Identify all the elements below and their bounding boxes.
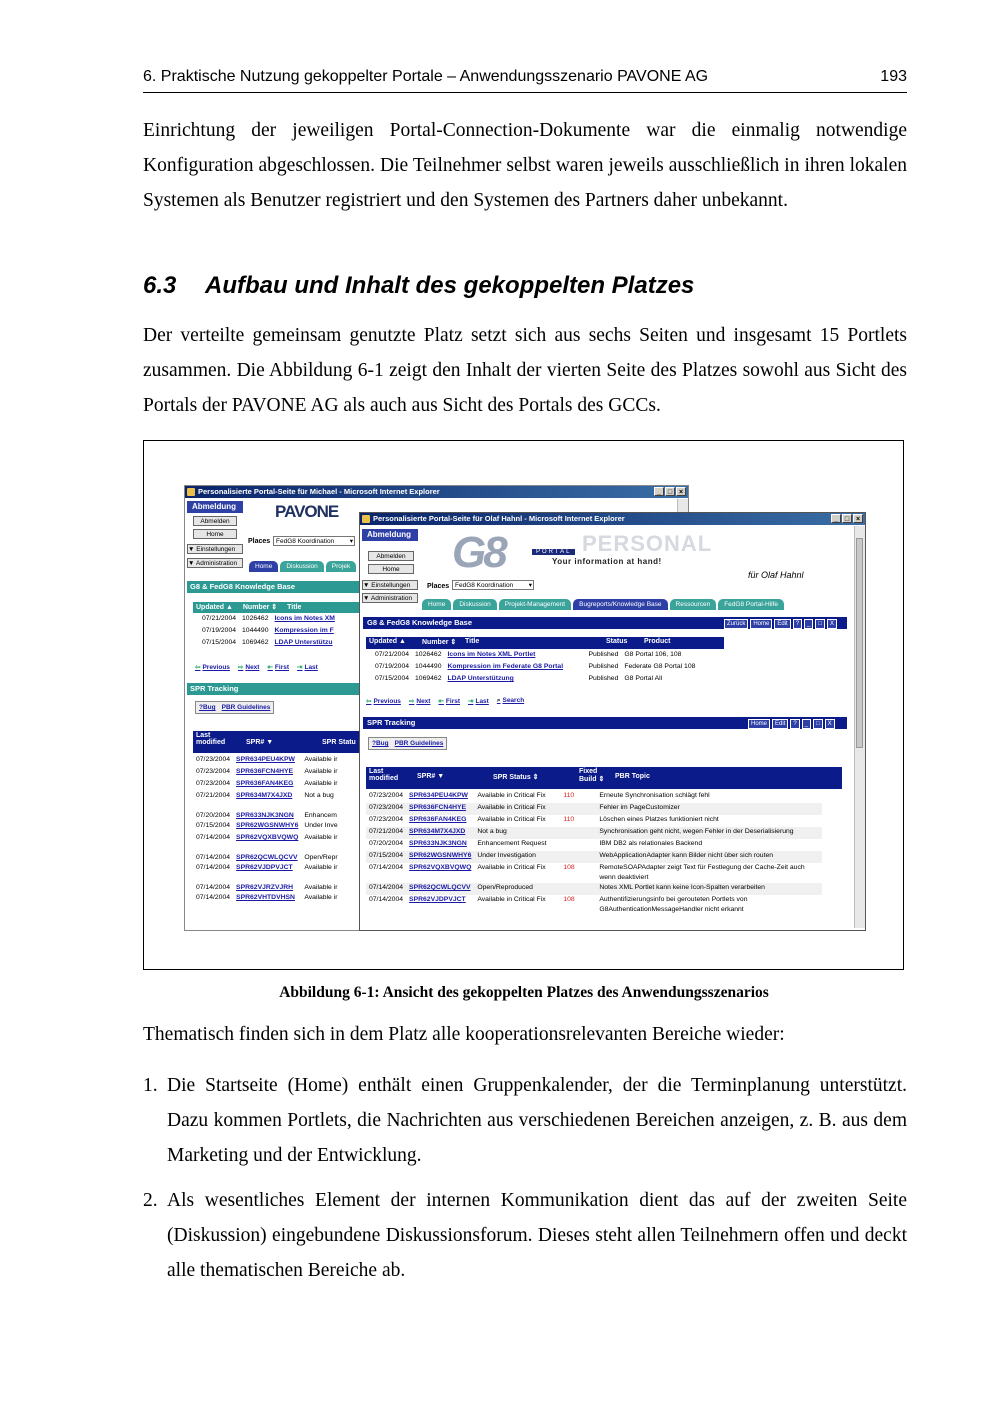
spr-build-cell (560, 883, 596, 895)
pavone-settings-menu[interactable]: ▼ Einstellungen (187, 544, 243, 554)
spr-link[interactable]: SPR62VHTDVHSN (236, 894, 295, 901)
ie-icon (362, 515, 370, 523)
kb-updated-cell: 07/15/2004 (375, 675, 410, 682)
g8-spr-controls (748, 719, 835, 729)
g8-places-label: Places (427, 583, 450, 590)
section-paragraph: Der verteilte gemeinsam genutzte Platz setzt sich aus sechs Seiten und insgesamt 15 Portlets zusammen. Die Abbildung 6-1 zeigt den Inhalt der vierten Seite des Platzes sowohl aus Sicht des Portals der PAVONE AG als auch aus Sicht des Portals des GCCs. (143, 325, 907, 416)
pavone-places-label: Places (248, 538, 271, 545)
table-row (366, 791, 822, 803)
g8-tab-help[interactable]: FedG8 Portal-Hilfe (718, 599, 784, 610)
back-button[interactable]: Zurück (724, 619, 748, 629)
col-spr-status[interactable]: SPR Status ⇕ (493, 774, 539, 781)
spr-topic-cell: RemoteSOAPAdapter zeigt Text für Festlegung der Cache-Zeit auch wenn deaktiviert (599, 864, 805, 881)
chevron-down-icon: ▾ (349, 538, 353, 545)
g8-spr-buttons (368, 737, 447, 750)
g8-kb-header (366, 637, 724, 649)
kb-updated-cell: 07/15/2004 (202, 639, 237, 646)
spr-build-cell: 108 (563, 896, 575, 903)
numbered-list (143, 1068, 907, 1298)
spr-status-cell: Available ir (304, 894, 338, 901)
pavone-logout-bar: Abmeldung (187, 501, 243, 513)
arrow-right-icon: ⇨ (237, 664, 244, 671)
spr-build-cell: 108 (563, 864, 575, 871)
kb-number-cell: 1026462 (415, 651, 442, 658)
col-product: Product (644, 638, 671, 645)
spr-build-cell (560, 827, 596, 839)
previous-link[interactable] (366, 697, 401, 705)
g8-home-button[interactable]: Home (368, 564, 414, 574)
table-row (366, 895, 822, 915)
list-item-text: Die Startseite (Home) enthält einen Gruppenkalender, der die Terminplanung unterstützt. Dazu kommen Portlets, die Nachrichten aus verschiedenen Bereichen anzeigen, z. B. aus dem Marketing und der Entwicklung. (167, 1075, 907, 1166)
figure-frame (143, 440, 904, 970)
col-title[interactable]: Title (465, 638, 480, 645)
g8-settings-menu[interactable]: ▼ Einstellungen (362, 580, 418, 590)
spr-topic-cell: Fehler im PageCustomizer (599, 804, 680, 811)
header-title: 6. Praktische Nutzung gekoppelter Portale – Anwendungsszenario PAVONE AG (143, 68, 709, 85)
kb-title-link[interactable]: LDAP Unterstützu (274, 639, 333, 646)
spr-date-cell: 07/14/2004 (196, 834, 231, 841)
kb-number-cell: 1044490 (242, 627, 269, 634)
spr-topic-cell: IBM DB2 als relationales Backend (599, 840, 703, 847)
g8-kb-title: G8 & FedG8 Knowledge Base (363, 617, 847, 629)
spr-build-cell (560, 839, 596, 851)
g8-kb-pagination (366, 697, 524, 705)
spr-status-cell: Enhancement Request (477, 840, 547, 847)
table-row (193, 791, 341, 803)
next-label: Next (416, 698, 431, 705)
first-label: First (445, 698, 461, 705)
pavone-spr-header (193, 731, 359, 753)
last-link[interactable] (297, 663, 318, 671)
list-item-number: 2. (143, 1190, 158, 1211)
col-spr[interactable]: SPR# ▼ (246, 739, 274, 746)
col-updated[interactable]: Updated ▲ (369, 638, 406, 645)
kb-title-link[interactable]: Icons im Notes XM (274, 615, 335, 622)
col-last-modified[interactable]: Last modified (369, 768, 399, 782)
pbr-guidelines-button[interactable]: PBR Guidelines (221, 704, 271, 711)
spr-topic-cell: Löschen eines Platzes funktioniert nicht (599, 816, 719, 823)
spr-link[interactable]: SPR636FCN4HYE (236, 768, 294, 775)
pavone-logout-button[interactable]: Abmelden (193, 516, 237, 526)
col-fixed-build[interactable]: Fixed Build ⇕ (579, 768, 605, 783)
arrow-left-icon: ⇦ (195, 664, 201, 671)
spr-link[interactable]: SPR633NJK3NGN (409, 840, 467, 847)
last-label: Last (304, 664, 318, 671)
kb-number-cell: 1069462 (242, 639, 269, 646)
kb-product-cell: G8 Portal All (624, 675, 663, 682)
home-button[interactable]: Home (748, 719, 770, 729)
maximize-icon[interactable]: □ (815, 619, 825, 629)
list-item-text: Als wesentliches Element der internen Kommunikation dient das auf der zweiten Seite (Diskussion) eingebundene Diskussionsforum. Dieses steht allen Teilnehmern offen und deckt alle thematischen Bereiche ab. (167, 1190, 907, 1281)
spr-date-cell: 07/14/2004 (196, 854, 231, 861)
maximize-icon[interactable]: □ (665, 487, 675, 496)
spr-link[interactable]: SPR62QCWLQCVV (409, 884, 471, 891)
spr-status-cell: Enhancem (304, 812, 337, 819)
maximize-icon[interactable]: □ (842, 514, 852, 523)
pavone-tab-project[interactable]: Projek (326, 561, 356, 572)
table-row (193, 755, 341, 767)
spr-link[interactable]: SPR62WGSNWHY6 (409, 852, 472, 859)
pavone-spr-buttons (195, 701, 274, 714)
g8-tab-project[interactable]: Projekt-Management (499, 599, 571, 610)
table-row (193, 821, 341, 833)
g8-spr-title: SPR Tracking (363, 717, 847, 729)
pavone-tabs (249, 561, 356, 572)
search-link[interactable] (497, 697, 524, 705)
spr-status-cell: Available ir (304, 768, 338, 775)
kb-product-cell: Federate G8 Portal 108 (624, 663, 696, 670)
pavone-tab-home[interactable]: Home (249, 561, 278, 572)
ie-icon (187, 488, 195, 496)
section-number: 6.3 (143, 272, 177, 299)
kb-status-cell: Published (588, 663, 619, 670)
next-link[interactable] (409, 697, 431, 705)
col-number[interactable]: Number ⇕ (422, 639, 457, 646)
spr-date-cell: 07/21/2004 (369, 828, 404, 835)
spr-status-cell: Open/Reproduced (477, 884, 533, 891)
arrow-right-icon: ⇨ (408, 698, 415, 705)
table-row (366, 851, 822, 863)
col-spr-status[interactable]: SPR Statu (322, 739, 356, 746)
spr-build-cell: 110 (563, 792, 575, 799)
spr-topic-cell: WebApplicationAdapter kann Bilder nicht über sich routen (599, 852, 774, 859)
spr-date-cell: 07/15/2004 (196, 822, 231, 829)
table-row (372, 650, 698, 662)
spr-build-cell (560, 851, 596, 863)
first-link[interactable] (438, 697, 460, 705)
g8-places-select[interactable] (452, 580, 534, 590)
arrow-first-icon: ⇤ (438, 698, 444, 705)
table-row (193, 767, 341, 779)
spr-date-cell: 07/14/2004 (196, 884, 231, 891)
first-label: First (274, 664, 290, 671)
list-item (143, 1183, 907, 1288)
table-row (193, 845, 341, 863)
spr-date-cell: 07/23/2004 (369, 792, 404, 799)
table-row (199, 638, 338, 650)
col-pbr-topic: PBR Topic (615, 773, 650, 780)
kb-number-cell: 1044490 (415, 663, 442, 670)
table-row (199, 614, 338, 626)
edit-button[interactable]: Edit (774, 619, 790, 629)
list-item (143, 1068, 907, 1173)
g8-browser-window (359, 512, 866, 931)
spr-status-cell: Available ir (304, 864, 338, 871)
kb-title-link[interactable]: LDAP Unterstützung (447, 675, 514, 682)
kb-status-cell: Published (588, 675, 619, 682)
kb-status-cell: Published (588, 651, 619, 658)
intro-paragraph: Einrichtung der jeweiligen Portal-Connection-Dokumente war die einmalig notwendige Konfiguration abgeschlossen. Die Teilnehmer selbst waren jeweils ausschließlich in ihren lokalen Systemen als Benutzer registriert und den Systemen des Partners daher unbekannt. (143, 120, 907, 211)
pavone-home-button[interactable]: Home (193, 529, 237, 539)
arrow-last-icon: ⇥ (468, 698, 474, 705)
spr-status-cell: Not a bug (304, 792, 334, 799)
section-heading (143, 272, 694, 300)
spr-link[interactable]: SPR634M7X4JXD (236, 792, 293, 799)
spr-link[interactable]: SPR62VQXBVQWQ (409, 864, 472, 871)
spr-link[interactable]: SPR62VJRZVJRH (236, 884, 294, 891)
previous-link[interactable] (195, 663, 230, 671)
spr-date-cell: 07/23/2004 (196, 768, 231, 775)
help-icon[interactable]: ? (793, 619, 802, 629)
table-row (366, 827, 822, 839)
minimize-icon[interactable]: _ (804, 619, 813, 629)
kb-product-cell: G8 Portal 106, 108 (624, 651, 682, 658)
kb-title-link[interactable]: Icons im Notes XML Portlet (447, 651, 536, 658)
spr-status-cell: Available in Critical Fix (477, 792, 546, 799)
previous-label: Previous (373, 698, 401, 705)
first-link[interactable] (267, 663, 289, 671)
g8-window-title: Personalisierte Portal-Seite für Olaf Hahnl - Microsoft Internet Explorer (373, 514, 625, 523)
spr-link[interactable]: SPR62QCWLQCVV (236, 854, 298, 861)
chevron-down-icon: ▾ (528, 582, 532, 589)
previous-label: Previous (202, 664, 230, 671)
table-row (193, 875, 341, 893)
close-icon[interactable]: × (853, 514, 863, 523)
table-row (366, 883, 822, 895)
spr-topic-cell: Erneute Synchronisation schlägt fehl (599, 792, 710, 799)
pavone-logo: PAVONE (275, 502, 339, 521)
kb-number-cell: 1069462 (415, 675, 442, 682)
spr-status-cell: Available ir (304, 756, 338, 763)
maximize-icon[interactable]: □ (813, 719, 823, 729)
running-header (143, 68, 907, 93)
table-row (366, 815, 822, 827)
section-title: Aufbau und Inhalt des gekoppelten Platzes (205, 272, 695, 299)
page-number: 193 (880, 68, 907, 85)
g8-kb-controls (724, 619, 837, 629)
pavone-spr-table (193, 755, 341, 905)
scrollbar-thumb[interactable] (856, 538, 863, 748)
arrow-left-icon: ⇦ (366, 698, 372, 705)
pavone-tab-discussion[interactable]: Diskussion (280, 561, 323, 572)
g8-logout-bar: Abmeldung (362, 529, 418, 541)
pavone-kb-header (193, 602, 359, 613)
spr-link[interactable]: SPR62WGSNWHY6 (236, 822, 299, 829)
edit-button[interactable]: Edit (772, 719, 788, 729)
spr-date-cell: 07/14/2004 (369, 864, 404, 871)
g8-places-value: FedG8 Koordination (455, 582, 514, 589)
g8-scrollbar[interactable] (854, 526, 865, 928)
pavone-places-select[interactable] (273, 536, 355, 546)
spr-date-cell: 07/14/2004 (369, 896, 404, 903)
spr-link[interactable]: SPR634PEU4KPW (236, 756, 295, 763)
pavone-admin-menu[interactable]: ▼ Administration (187, 558, 243, 568)
next-label: Next (245, 664, 260, 671)
g8-title-bar (360, 513, 865, 525)
spr-date-cell: 07/23/2004 (196, 780, 231, 787)
spr-status-cell: Under Inve (304, 822, 338, 829)
spr-date-cell: 07/20/2004 (196, 812, 231, 819)
g8-tab-bugreports[interactable]: Bugreports/Knowledge Base (573, 599, 667, 610)
table-row (372, 662, 698, 674)
minimize-icon[interactable]: _ (831, 514, 841, 523)
spr-link[interactable]: SPR633NJK3NGN (236, 812, 294, 819)
col-status: Status (606, 638, 628, 645)
kb-number-cell: 1026462 (242, 615, 269, 622)
spr-date-cell: 07/23/2004 (369, 804, 404, 811)
g8-logo-portal: PORTAL (532, 549, 575, 555)
spr-status-cell: Available in Critical Fix (477, 864, 546, 871)
pavone-title-bar (185, 486, 688, 498)
kb-updated-cell: 07/19/2004 (202, 627, 237, 634)
spr-topic-cell: Synchronisation geht nicht, wegen Fehler in der Deserialisierung (599, 828, 794, 835)
spr-date-cell: 07/23/2004 (196, 756, 231, 763)
spr-date-cell: 07/15/2004 (369, 852, 404, 859)
col-number[interactable]: Number ⇕ (242, 604, 278, 611)
list-intro: Thematisch finden sich in dem Platz alle kooperationsrelevanten Bereiche wieder: (143, 1024, 785, 1045)
spr-date-cell: 07/14/2004 (196, 894, 231, 901)
table-row (193, 833, 341, 845)
table-row (193, 779, 341, 791)
spr-topic-cell: Authentifizierungsinfo bei gerouteten Portlets von G8AuthenticationMessageHandler nicht erkannt (599, 896, 748, 913)
kb-title-link[interactable]: Kompression im F (274, 627, 334, 634)
spr-link[interactable]: SPR62VJDPVJCT (409, 896, 466, 903)
pavone-kb-pagination (195, 663, 318, 671)
spr-status-cell: Under Investigation (477, 852, 536, 859)
home-button[interactable]: Home (750, 619, 772, 629)
search-icon: ⌕ (496, 697, 501, 704)
g8-logout-button[interactable]: Abmelden (368, 551, 414, 561)
table-row (366, 863, 822, 883)
minimize-icon[interactable]: _ (802, 719, 811, 729)
g8-user-label: für Olaf Hahnl (748, 570, 804, 580)
bug-button[interactable]: ?Bug (199, 704, 216, 711)
spr-link[interactable]: SPR636FAN4KEG (409, 816, 467, 823)
close-icon[interactable]: × (676, 487, 686, 496)
bug-button[interactable]: ?Bug (372, 740, 389, 747)
g8-tab-resources[interactable]: Ressourcen (670, 599, 717, 610)
spr-link[interactable]: SPR636FAN4KEG (236, 780, 294, 787)
kb-updated-cell: 07/21/2004 (202, 615, 237, 622)
table-row (199, 626, 338, 638)
next-link[interactable] (238, 663, 260, 671)
spr-link[interactable]: SPR62VQXBVQWQ (236, 834, 299, 841)
minimize-icon[interactable]: _ (654, 487, 664, 496)
spr-build-cell: 110 (563, 816, 575, 823)
spr-status-cell: Available in Critical Fix (477, 816, 546, 823)
spr-status-cell: Available in Critical Fix (477, 804, 546, 811)
col-updated[interactable]: Updated ▲ (196, 604, 233, 611)
g8-admin-menu[interactable]: ▼ Administration (362, 593, 418, 603)
spr-build-cell (560, 803, 596, 815)
help-icon[interactable]: ? (790, 719, 799, 729)
spr-link[interactable]: SPR62VJDPVJCT (236, 864, 293, 871)
figure-caption: Abbildung 6-1: Ansicht des gekoppelten Platzes des Anwendungsszenarios (279, 984, 769, 1001)
kb-updated-cell: 07/19/2004 (375, 663, 410, 670)
col-title[interactable]: Title (287, 604, 302, 611)
close-icon[interactable]: X (827, 619, 837, 629)
search-label: Search (502, 697, 525, 704)
spr-status-cell: Available in Critical Fix (477, 896, 546, 903)
table-row (193, 863, 341, 875)
spr-status-cell: Not a bug (477, 828, 507, 835)
g8-tagline: Your information at hand! (552, 557, 662, 566)
g8-spr-table (366, 791, 822, 915)
table-row (193, 893, 341, 905)
pavone-kb-title: G8 & FedG8 Knowledge Base (187, 581, 359, 593)
last-link[interactable] (468, 697, 489, 705)
table-row (366, 803, 822, 815)
spr-date-cell: 07/14/2004 (369, 884, 404, 891)
g8-tab-discussion[interactable]: Diskussion (453, 599, 496, 610)
g8-kb-table (372, 650, 698, 686)
pavone-window-title: Personalisierte Portal-Seite für Michael - Microsoft Internet Explorer (198, 487, 440, 496)
spr-topic-cell: Notes XML Portlet kann keine Icon-Spalten verarbeiten (599, 884, 765, 891)
g8-spr-header (366, 767, 842, 789)
g8-logo: G8 (452, 528, 505, 577)
spr-status-cell: Open/Repr (304, 854, 338, 861)
pavone-kb-table (199, 614, 338, 650)
spr-link[interactable]: SPR634M7X4JXD (409, 828, 466, 835)
spr-link[interactable]: SPR634PEU4KPW (409, 792, 468, 799)
spr-status-cell: Available ir (304, 780, 338, 787)
pbr-guidelines-button[interactable]: PBR Guidelines (394, 740, 444, 747)
g8-logo-personal: PERSONAL (582, 531, 713, 556)
arrow-first-icon: ⇤ (267, 664, 273, 671)
spr-status-cell: Available ir (304, 884, 338, 891)
table-row (366, 839, 822, 851)
spr-date-cell: 07/20/2004 (369, 840, 404, 847)
last-label: Last (475, 698, 489, 705)
g8-tabs (422, 599, 784, 610)
list-item-number: 1. (143, 1075, 158, 1096)
spr-date-cell: 07/21/2004 (196, 792, 231, 799)
spr-date-cell: 07/14/2004 (196, 864, 231, 871)
spr-link[interactable]: SPR636FCN4HYE (409, 804, 467, 811)
spr-date-cell: 07/23/2004 (369, 816, 404, 823)
kb-updated-cell: 07/21/2004 (375, 651, 410, 658)
arrow-last-icon: ⇥ (297, 664, 303, 671)
pavone-places-value: FedG8 Koordination (276, 538, 335, 545)
close-icon[interactable]: X (825, 719, 835, 729)
pavone-spr-title: SPR Tracking (187, 683, 359, 695)
col-spr[interactable]: SPR# ▼ (417, 773, 445, 780)
g8-tab-home[interactable]: Home (422, 599, 451, 610)
kb-title-link[interactable]: Kompression im Federate G8 Portal (447, 663, 564, 670)
col-last-modified[interactable]: Last modified (196, 732, 226, 746)
spr-status-cell: Available ir (304, 834, 338, 841)
table-row (193, 803, 341, 821)
table-row (372, 674, 698, 686)
